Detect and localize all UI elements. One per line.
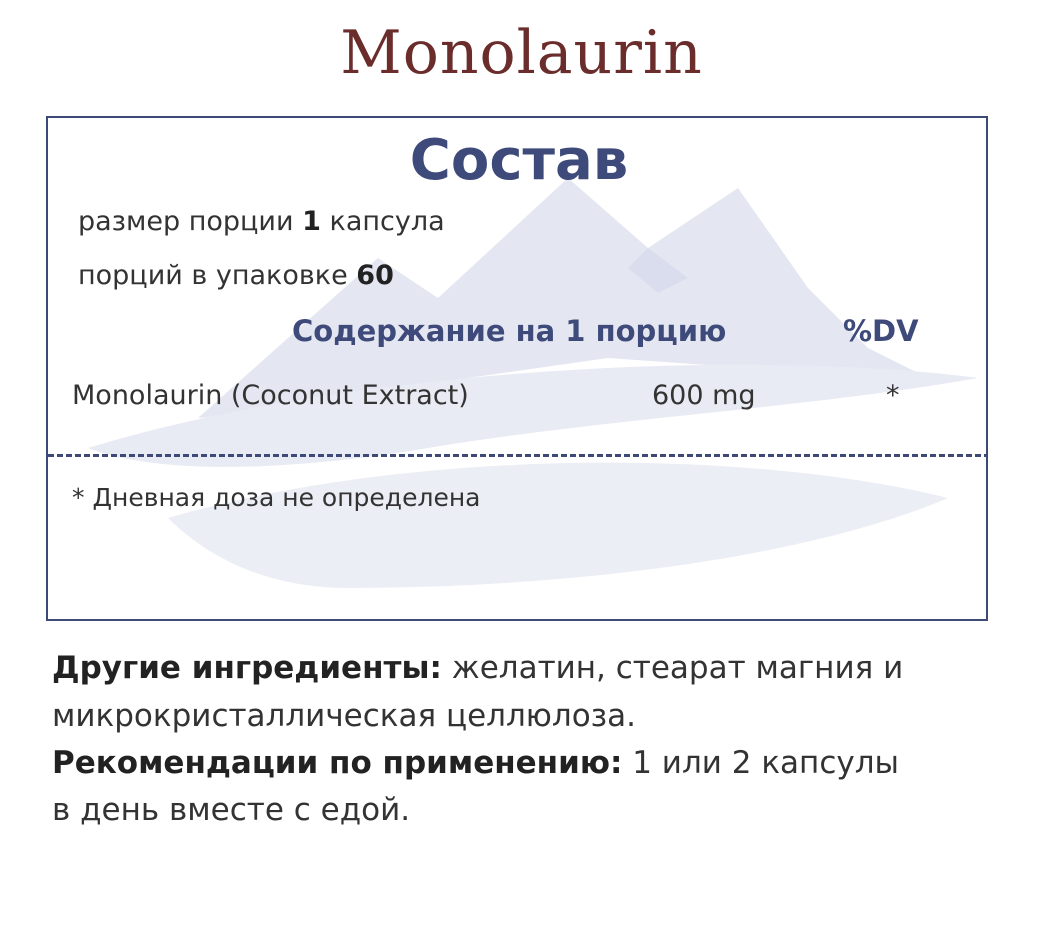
serving-size-unit: капсула [329,206,445,237]
dashed-divider [48,454,988,457]
content-per-serving-header: Содержание на 1 порцию [292,314,727,348]
servings-label: порций в упаковке [78,260,348,291]
servings-line [78,260,394,291]
usage-line1 [52,745,899,781]
usage-line2: в день вместе с едой. [52,792,411,828]
product-title: Monolaurin [340,18,703,88]
ingredient-daily-value: * [886,380,900,411]
serving-size-value: 1 [302,206,321,237]
serving-size-line [78,206,445,237]
supplement-facts-panel [46,116,988,621]
composition-heading: Состав [409,128,629,193]
daily-value-header: %DV [843,314,919,348]
mountain-watermark-icon [48,118,988,621]
ingredient-amount: 600 mg [652,380,756,411]
usage-label: Рекомендации по применению: [52,745,623,781]
other-ingredients-line1 [52,650,903,686]
other-ingredients-line2: микрокристаллическая целлюлоза. [52,698,636,734]
other-ingredients-text: желатин, стеарат магния и [441,650,904,686]
ingredient-name: Monolaurin (Coconut Extract) [72,380,469,411]
usage-text: 1 или 2 капсулы [622,745,899,781]
other-ingredients-label: Другие ингредиенты: [52,650,442,686]
serving-size-label: размер порции [78,206,294,237]
servings-value: 60 [356,260,394,291]
footnote: * Дневная доза не определена [72,483,481,512]
